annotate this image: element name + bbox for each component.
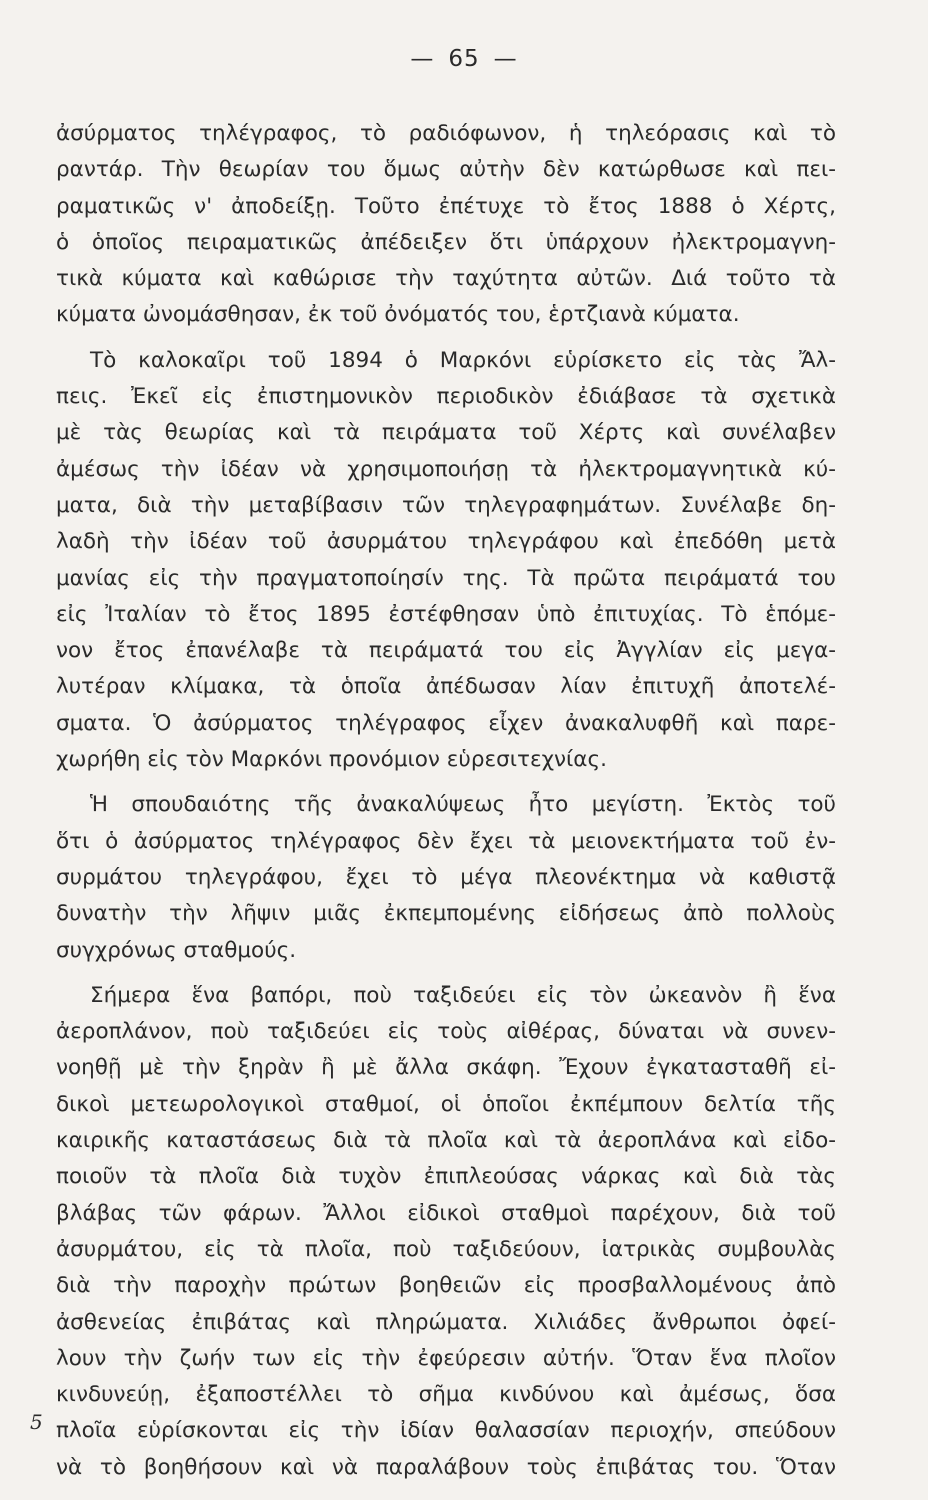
text-line: διὰ τὴν παροχὴν πρώτων βοηθειῶν εἰς προσβαλλομένους ἀπὸ [56,1273,836,1299]
text-line: κινδυνεύῃ, ἐξαποστέλλει τὸ σῆμα κινδύνου καὶ ἀμέσως, ὅσα [56,1382,836,1408]
text-line: ραματικῶς ν' ἀποδείξῃ. Τοῦτο ἐπέτυχε τὸ ἔτος 1888 ὁ Χέρτς, [56,193,836,219]
text-line: συγχρόνως σταθμούς. [56,937,297,963]
text-line: Τὸ καλοκαῖρι τοῦ 1894 ὁ Μαρκόνι εὑρίσκετο εἰς τὰς Ἄλ- [90,347,836,373]
text-line: νοηθῇ μὲ τὴν ξηρὰν ἢ μὲ ἄλλα σκάφη. Ἔχουν ἐγκατασταθῆ εἰ- [56,1055,836,1081]
text-line: ἀεροπλάνον, ποὺ ταξιδεύει εἰς τοὺς αἰθέρας, δύναται νὰ συνεν- [56,1019,836,1045]
text-line: βλάβας τῶν φάρων. Ἄλλοι εἰδικοὶ σταθμοὶ παρέχουν, διὰ τοῦ [56,1200,836,1226]
text-line: μανίας εἰς τὴν πραγματοποίησίν της. Τὰ πρῶτα πειράματά του [56,565,836,591]
text-line: λυτέραν κλίμακα, τὰ ὁποῖα ἀπέδωσαν λίαν ἐπιτυχῆ ἀποτελέ- [56,674,836,700]
text-line: ἀσθενείας ἐπιβάτας καὶ πληρώματα. Χιλιάδες ἄνθρωποι ὀφεί- [56,1309,836,1335]
header-dash-right: — [493,46,518,72]
text-line: χωρήθη εἰς τὸν Μαρκόνι προνόμιον εὑρεσιτεχνίας. [56,747,607,773]
text-line: πεις. Ἐκεῖ εἰς ἐπιστημονικὸν περιοδικὸν ἐδιάβασε τὰ σχετικὰ [56,384,836,410]
text-line: σματα. Ὁ ἀσύρματος τηλέγραφος εἶχεν ἀνακαλυφθῆ καὶ παρε- [56,710,836,736]
text-line: δικοὶ μετεωρολογικοὶ σταθμοί, οἱ ὁποῖοι ἐκπέμπουν δελτία τῆς [56,1091,836,1117]
text-line: κύματα ὠνομάσθησαν, ἐκ τοῦ ὀνόματός του, ἑρτζιανὰ κύματα. [56,302,740,328]
text-line: Ἡ σπουδαιότης τῆς ἀνακαλύψεως ἦτο μεγίστη. Ἐκτὸς τοῦ [90,792,836,818]
text-line: ὁ ὁποῖος πειραματικῶς ἀπέδειξεν ὅτι ὑπάρχουν ἠλεκτρομαγνη- [56,229,836,255]
text-line: δυνατὴν τὴν λῆψιν μιᾶς ἐκπεμπομένης εἰδήσεως ἀπὸ πολλοὺς [56,901,836,927]
page-body [56,116,836,1486]
text-line: τικὰ κύματα καὶ καθώρισε τὴν ταχύτητα αὐτῶν. Διά τοῦτο τὰ [56,266,836,292]
text-line: ἀσυρμάτου, εἰς τὰ πλοῖα, ποὺ ταξιδεύουν, ἰατρικὰς συμβουλὰς [56,1236,836,1262]
text-line: λουν τὴν ζωήν των εἰς τὴν ἐφεύρεσιν αὐτήν. Ὅταν ἕνα πλοῖον [56,1345,836,1371]
text-line: καιρικῆς καταστάσεως διὰ τὰ πλοῖα καὶ τὰ ἀεροπλάνα καὶ εἰδο- [56,1128,836,1154]
text-line: ἀσύρματος τηλέγραφος, τὸ ραδιόφωνον, ἡ τηλεόρασις καὶ τὸ [56,121,836,146]
text-line: νὰ τὸ βοηθήσουν καὶ νὰ παραλάβουν τοὺς ἐπιβάτας του. Ὅταν [56,1454,836,1480]
text-line: ραντάρ. Τὴν θεωρίαν του ὅμως αὐτὴν δὲν κατώρθωσε καὶ πει- [56,157,836,183]
page-header [0,46,928,72]
text-line: μὲ τὰς θεωρίας καὶ τὰ πειράματα τοῦ Χέρτς καὶ συνέλαβεν [56,420,836,446]
text-line: ματα, διὰ τὴν μεταβίβασιν τῶν τηλεγραφημάτων. Συνέλαβε δη- [56,492,836,518]
text-line: ἀμέσως τὴν ἰδέαν νὰ χρησιμοποιήσῃ τὰ ἠλεκτρομαγνητικὰ κύ- [56,456,836,482]
text-line: Σήμερα ἕνα βαπόρι, ποὺ ταξιδεύει εἰς τὸν ὠκεανὸν ἢ ἕνα [90,982,836,1008]
signature-mark: 5 [30,1410,43,1434]
text-line: εἰς Ἰταλίαν τὸ ἔτος 1895 ἐστέφθησαν ὑπὸ ἐπιτυχίας. Τὸ ἑπόμε- [56,601,836,627]
text-line: πλοῖα εὑρίσκονται εἰς τὴν ἰδίαν θαλασσίαν περιοχήν, σπεύδουν [56,1418,836,1444]
page-number: 65 [448,46,480,72]
text-line: ποιοῦν τὰ πλοῖα διὰ τυχὸν ἐπιπλεούσας νάρκας καὶ διὰ τὰς [56,1164,836,1190]
text-line: ὅτι ὁ ἀσύρματος τηλέγραφος δὲν ἔχει τὰ μειονεκτήματα τοῦ ἐν- [56,828,836,854]
header-dash-left: — [410,46,435,72]
text-line: λαδὴ τὴν ἰδέαν τοῦ ἀσυρμάτου τηλεγράφου καὶ ἐπεδόθη μετὰ [56,529,836,555]
text-line: νον ἔτος ἐπανέλαβε τὰ πειράματά του εἰς Ἀγγλίαν εἰς μεγα- [56,638,836,664]
text-line: συρμάτου τηλεγράφου, ἔχει τὸ μέγα πλεονέκτημα νὰ καθιστᾷ [56,864,836,890]
